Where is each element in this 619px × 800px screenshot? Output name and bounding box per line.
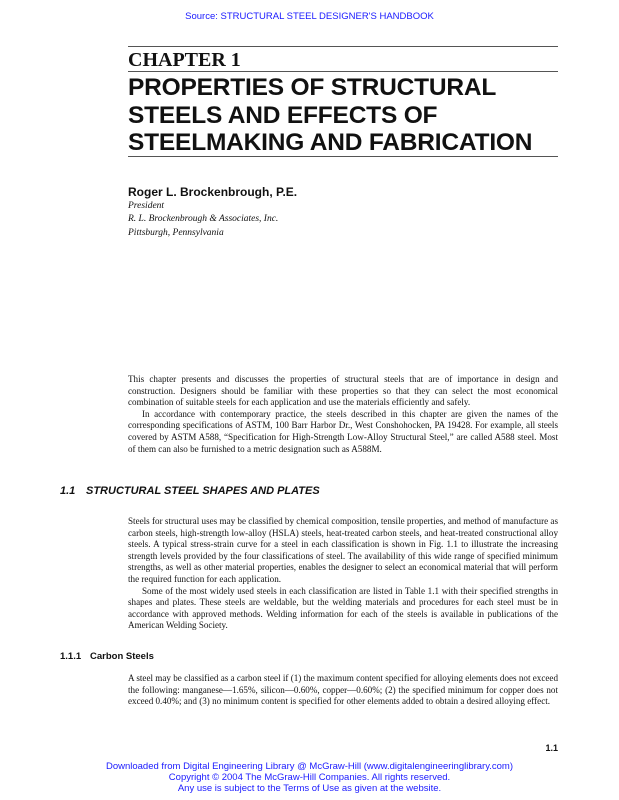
footer-line: Any use is subject to the Terms of Use as given at the website. [177, 783, 442, 794]
section-body [128, 516, 558, 632]
footer-line: Copyright © 2004 The McGraw-Hill Companies. All rights reserved. [168, 772, 451, 783]
section-heading [60, 485, 320, 497]
footer [0, 761, 619, 794]
intro-paragraph: This chapter presents and discusses the properties of structural steels that are of importance in design and construction. Designers should be familiar with these properties so that they can select the most economical combination of suitable steels for each application and use the materials efficiently and safely. [128, 374, 558, 408]
author-name: Roger L. Brockenbrough, P.E. [128, 185, 298, 199]
chapter-label: CHAPTER 1 [128, 49, 241, 71]
affiliation-line: Pittsburgh, Pennsylvania [128, 227, 224, 238]
author-affiliation [128, 200, 278, 240]
subsection-body [128, 673, 558, 708]
section-title: STRUCTURAL STEEL SHAPES AND PLATES [86, 485, 320, 497]
chapter-title [128, 74, 568, 157]
section-paragraph: Steels for structural uses may be classified by chemical composition, tensile properties, and method of manufacture as carbon steels, high-strength low-alloy (HSLA) steels, heat-treated carbon steels, and heat-treated constructional alloy steels. A typical stress-strain curve for a steel in each classification is shown in Fig. 1.1 to illustrate the increasing strength levels provided by the four classifications of steel. The availability of this wide range of specified minimum strengths, as well as other material properties, enables the designer to select an economical material that will perform the required function for each application. [128, 516, 558, 584]
intro-paragraph: In accordance with contemporary practice, the steels described in this chapter are given the names of the corresponding specifications of ASTM, 100 Barr Harbor Dr., West Conshohocken, PA 19428. For example, all steels covered by ASTM A588, “Specification for High-Strength Low-Alloy Structural Steel,” are called A588 steel. Most of them can also be furnished to a metric designation such as A588M. [128, 408, 558, 454]
page-number: 1.1 [545, 743, 558, 753]
chapter-top-rule [128, 46, 558, 47]
chapter-bottom-rule [128, 156, 558, 157]
footer-line[interactable]: Downloaded from Digital Engineering Library @ McGraw-Hill (www.digitalengineeringlibrary.com) [105, 761, 514, 772]
section-number: 1.1 [60, 485, 76, 497]
subsection-title: Carbon Steels [90, 651, 154, 662]
affiliation-line: President [128, 201, 165, 211]
chapter-title-line: STEELS AND EFFECTS OF [128, 101, 438, 129]
chapter-title-rule [128, 71, 558, 72]
affiliation-line: R. L. Brockenbrough & Associates, Inc. [128, 214, 279, 225]
chapter-title-line: PROPERTIES OF STRUCTURAL [128, 74, 497, 101]
subsection-number: 1.1.1 [60, 651, 82, 662]
source-line: Source: STRUCTURAL STEEL DESIGNER'S HANDBOOK [185, 11, 434, 22]
subsection-paragraph: A steel may be classified as a carbon steel if (1) the maximum content specified for alloying elements does not exceed the following: manganese—1.65%, silicon—0.60%, copper—0.60%; (2) the specified minimum for copper does not exceed 0.40%; and (3) no minimum content is specified for other elements added to obtain a desired alloying effect. [128, 673, 558, 707]
intro-text [128, 374, 558, 455]
chapter-title-line: STEELMAKING AND FABRICATION [128, 129, 533, 156]
subsection-heading [60, 651, 154, 662]
section-paragraph: Some of the most widely used steels in each classification are listed in Table 1.1 with their specified strengths in shapes and plates. These steels are weldable, but the welding materials and procedures for each steel must be in accordance with approved methods. Welding information for each of the steels is available in publications of the American Welding Society. [128, 585, 558, 631]
